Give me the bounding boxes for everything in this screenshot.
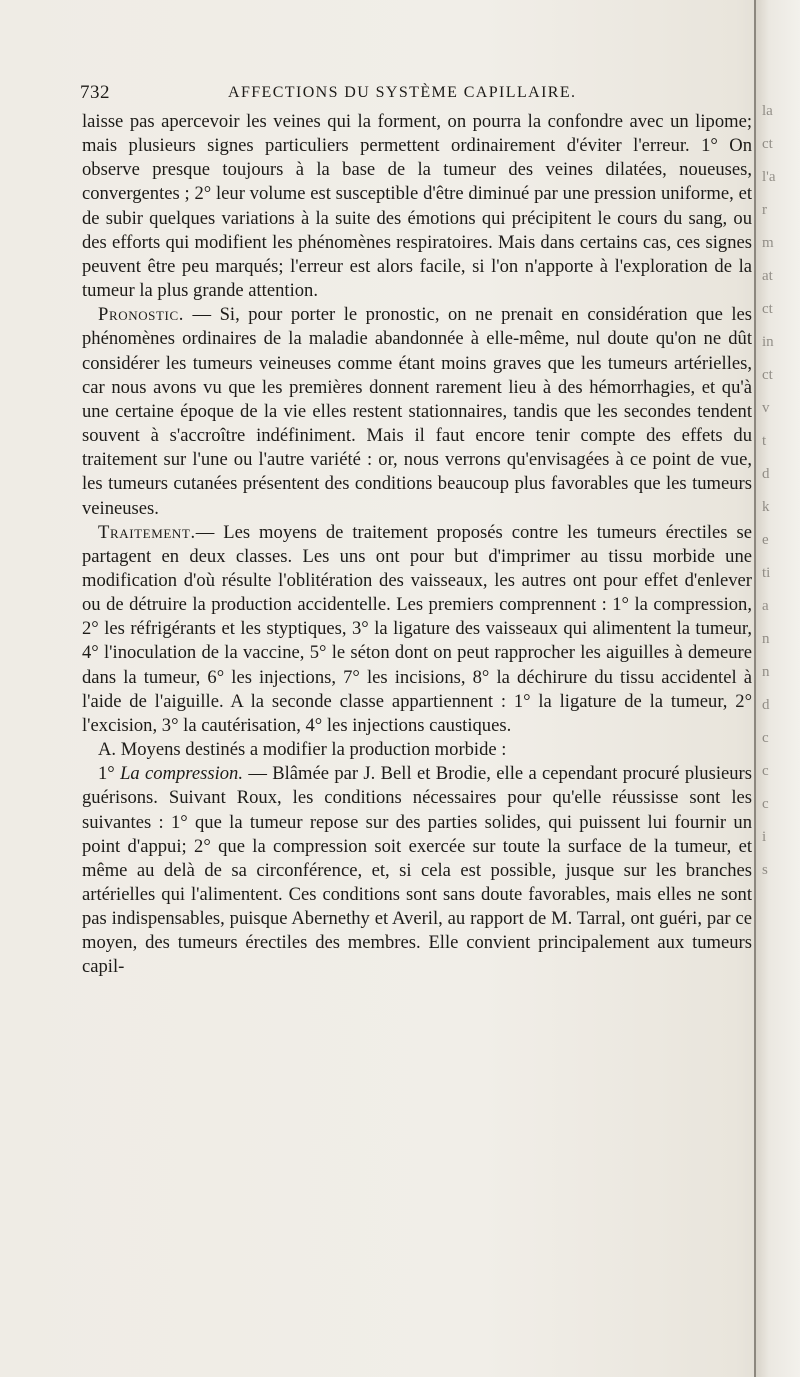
section-heading-traitement: Traitement. — [98, 521, 196, 543]
facing-page-fragment: d — [762, 466, 770, 482]
facing-page-fragment: la — [762, 103, 773, 119]
facing-page-letters — [762, 95, 794, 887]
facing-page-fragment: ct — [762, 367, 773, 383]
paragraph-diagnosis-end — [82, 110, 752, 303]
paragraph-compression — [82, 762, 752, 979]
paragraph-text: A. Moyens destinés a modifier la production morbide : — [98, 739, 507, 761]
facing-page-fragment: c — [762, 796, 769, 812]
facing-page-fragment: m — [762, 235, 774, 251]
facing-page-fragment: c — [762, 763, 769, 779]
facing-page-fragment: l'a — [762, 169, 776, 185]
facing-page-fragment: n — [762, 664, 770, 680]
paragraph-text: — Blâmée par J. Bell et Brodie, elle a cependant procuré plusieurs guérisons. Suivant Roux, les conditions nécessaires pour qu'elle réussisse sont les suivantes : 1° que la tumeur repose sur des parties solides, qui puissent lui fournir un point d'appui; 2° que la compression soit exercée sur toute la surface de la tumeur, et même au delà de sa circonférence, et, si cela est possible, jusque sur les branches artérielles qui l'alimentent. Ces conditions sont sans doute favorables, mais elles ne sont pas indispensables, puisque Abernethy et Averil, au rapport de M. Tarral, ont guéri, par ce moyen, des tumeurs érectiles des membres. Elle convient principalement aux tumeurs capil- — [82, 763, 752, 978]
facing-page-fragment: in — [762, 334, 774, 350]
facing-page-fragment: at — [762, 268, 773, 284]
paragraph-text: — Les moyens de traitement proposés contre les tumeurs érectiles se partagent en deux classes. Les uns ont pour but d'imprimer au tissu morbide une modification d'où résulte l'oblitération des vaisseaux, les autres ont pour effet d'enlever ou de détruire la production accidentelle. Les premiers comprennent : 1° la compression, 2° les réfrigérants et les styptiques, 3° la ligature des vaisseaux qui alimentent la tumeur, 4° l'inoculation de la vaccine, 5° le séton dont on peut rapprocher les aiguilles à demeure dans la tumeur, 6° les injections, 7° les incisions, 8° la déchirure du tissu accidentel à l'aide de l'aiguille. A la seconde classe appartiennent : 1° la ligature de la tumeur, 2° l'excision, 3° la cautérisation, 4° les injections caustiques. — [82, 521, 752, 736]
facing-page-fragment: e — [762, 532, 769, 548]
facing-page-fragment: c — [762, 730, 769, 746]
list-number: 1° — [98, 763, 121, 785]
facing-page-edge — [754, 0, 800, 1377]
body-text — [82, 110, 752, 980]
subsection-heading-a — [82, 738, 752, 762]
facing-page-fragment: d — [762, 697, 770, 713]
paragraph-text: laisse pas apercevoir les veines qui la forment, on pourra la confondre avec un lipome; mais plusieurs signes particuliers permettent ordinairement d'éviter l'erreur. 1° On observe presque toujours à la base de la tumeur des veines dilatées, noueuses, convergentes ; 2° leur volume est susceptible d'être diminué par une pression uniforme, et de subir quelques variations à la suite des émotions qui précipitent le cours du sang, ou des efforts qui modifient les phénomènes respiratoires. Mais dans certains cas, ces signes peuvent être peu marqués; l'erreur est alors facile, si l'on n'apporte à l'exploration de la tumeur la plus grande attention. — [82, 111, 752, 302]
facing-page-fragment: r — [762, 202, 767, 218]
facing-page-fragment: ct — [762, 301, 773, 317]
running-head: AFFECTIONS DU SYSTÈME CAPILLAIRE. — [228, 84, 577, 101]
facing-page-fragment: s — [762, 862, 768, 878]
facing-page-fragment: i — [762, 829, 767, 845]
facing-page-fragment: t — [762, 433, 767, 449]
facing-page-fragment: v — [762, 400, 770, 416]
paragraph-traitement — [82, 521, 752, 738]
facing-page-fragment: ct — [762, 136, 773, 152]
subsection-title-compression: La compression. — [120, 763, 243, 785]
facing-page-fragment: k — [762, 499, 770, 515]
paragraph-pronostic — [82, 303, 752, 520]
paragraph-text: — Si, pour porter le pronostic, on ne prenait en considération que les phénomènes ordinaires de la maladie abandonnée à elle-même, nul doute qu'on ne dût considérer les tumeurs veineuses comme étant moins graves que les tumeurs artérielles, car nous avons vu que les premières donnent rarement lieu à des hémorrhagies, et qu'à une certaine époque de la vie elles restent stationnaires, tandis que les secondes tendent souvent à s'accroître indéfiniment. Mais il faut encore tenir compte des effets du traitement sur l'une ou l'autre variété : or, nous verrons qu'envisagées à ce point de vue, les tumeurs cutanées présentent des conditions beaucoup plus favorables que les tumeurs veineuses. — [82, 304, 752, 519]
page-number: 732 — [80, 82, 110, 103]
page-header — [80, 82, 760, 108]
facing-page-fragment: a — [762, 598, 769, 614]
section-heading-pronostic: Pronostic. — [98, 304, 184, 326]
facing-page-fragment: ti — [762, 565, 771, 581]
facing-page-fragment: n — [762, 631, 770, 647]
